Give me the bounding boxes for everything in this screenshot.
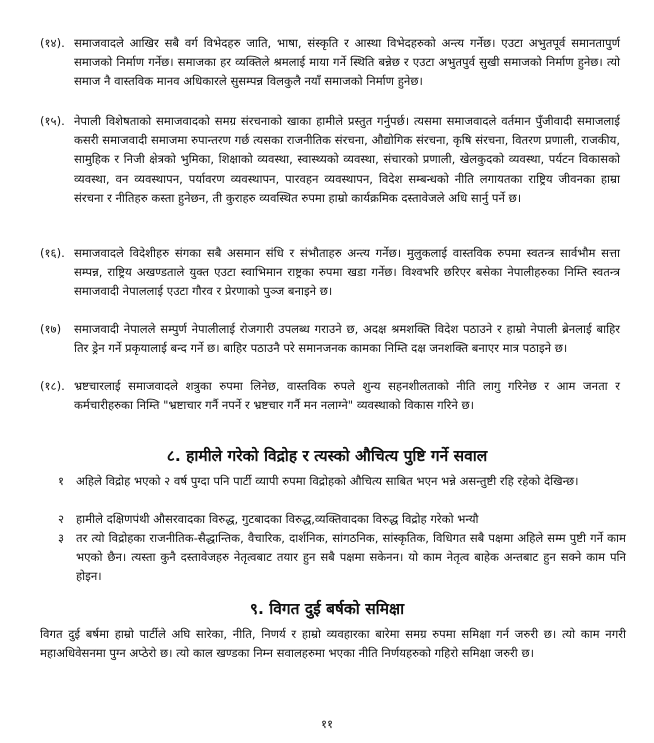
page-number: ११: [320, 717, 334, 731]
list-item-15: [40, 112, 620, 208]
point-number: ३: [58, 531, 65, 545]
item-text: नेपाली विशेषताको समाजवादको समग्र संरचनाको खाका हामीले प्रस्तुत गर्नुपर्छ। त्यसमा समाजवादले वर्तमान पुँजीवादी समाजलाई कसरी समाजवादी समाजमा रुपान्तरण गर्छ त्यसका राजनीतिक संरचना, औद्योगिक संरचना, कृषि संरचना, वितरण प्रणाली, राजकीय, सामुहिक र निजी क्षेत्रको भुमिका, शिक्षाको व्यवस्था, स्वास्थ्यको व्यवस्था, संचारको प्रणाली, खेलकुदको व्यवस्था, पर्यटन विकासको व्यवस्था, वन व्यवस्थापन, पर्यावरण व्यवस्थापन, पारवहन व्यवस्थापन, विदेश सम्बन्धको नीति लगायतका राष्ट्रिय जीवनका हाम्रा संरचना र नीतिहरु कस्ता हुनेछन, ती कुराहरु व्यवस्थित रुपमा हाम्रो कार्यक्रमिक दस्तावेजले अधि सार्नु पर्ने छ।: [74, 114, 620, 205]
item-number: (१६).: [40, 246, 65, 260]
list-item-17: [40, 320, 620, 358]
point-number: २: [58, 512, 65, 526]
item-number: (१८).: [40, 379, 65, 393]
point-number: १: [58, 474, 65, 488]
item-text: समाजवादले आखिर सबै वर्ग विभेदहरु जाति, भाषा, संस्कृति र आस्था विभेदहरुको अन्त्य गर्नेछ। एउटा अभुतपूर्व समानतापुर्ण समाजको निर्माण गर्नेछ। समाजका हर व्यक्तिले श्रमलाई माया गर्ने स्थिति बन्नेछ र एउटा अभुतपुर्व सुखी समाजको निर्माण हुनेछ। त्यो समाज नै वास्तविक मानव अधिकारले सुसम्पन्न विलकुलै नयाँ समाजको निर्माण हुनेछ।: [74, 36, 620, 89]
section-8-heading: ८. हामीले गरेको विद्रोह र त्यस्को औचित्य पुष्टि गर्ने सवाल: [166, 447, 488, 465]
item-text: भ्रष्टचारलाई समाजवादले शत्रुका रुपमा लिनेछ, वास्तविक रुपले शुन्य सहनशीलताको नीति लागु गरिनेछ र आम जनता र कर्मचारीहरुका निम्ति "भ्रष्टाचार गर्नै नपर्ने र भ्रष्टचार गर्नै मन नलाग्ने" व्यवस्थाको विकास गरिने छ।: [74, 379, 620, 413]
section-8-point-3: [58, 529, 626, 587]
list-item-16: [40, 244, 620, 302]
section-8-point-2: [58, 510, 626, 529]
section-9-paragraph: विगत दुई बर्षमा हाम्रो पार्टीले अघि सारेका, नीति, निणर्य र हाम्रो व्यवहारका बारेमा समग्र रुपमा समिक्षा गर्न जरुरी छ। त्यो काम नगरी महाअधिवेसनमा पुग्न अप्ठेरो छ। त्यो काल खण्डका निम्न सवालहरुमा भएका नीति निर्णयहरुको गहिरो समिक्षा जरुरी छ।: [40, 627, 626, 661]
item-number: (१४).: [40, 36, 65, 50]
item-number: (१७): [40, 322, 62, 336]
point-text: तर त्यो विद्रोहका राजनीतिक-सैद्धान्तिक, वैचारिक, दार्शनिक, सांगठनिक, सांस्कृतिक, विधिगत सबै पक्षमा अहिले सम्म पुष्टी गर्ने काम भएको छैन। त्यस्ता कुनै दस्तावेजहरु नेतृत्वबाट तयार हुन सबै पक्षमा सकेनन। यो काम नेतृत्व बाहेक अन्तबाट हुन सक्ने काम पनि होइन।: [76, 531, 626, 584]
point-text: हामीले दक्षिणपंथी औसरवादका विरुद्ध, गुटबादका विरुद्ध,व्यक्तिवादका विरुद्ध विद्रोह गरेको भन्यौ: [76, 512, 479, 526]
list-item-14: [40, 34, 620, 92]
item-text: समाजवादले विदेशीहरु संगका सबै असमान संधि र संभौताहरु अन्त्य गर्नेछ। मुलुकलाई वास्तविक रुपमा स्वतन्त्र सार्वभौम सत्ता सम्पन्न, राष्ट्रिय अखण्डताले युक्त एउटा स्वाभिमान राष्ट्रका रुपमा खडा गर्नेछ। विश्वभरि छरिएर बसेका नेपालीहरुका निम्ति स्वतन्त्र समाजवादी नेपाललाई एउटा गौरव र प्रेरणाको पुञ्ज बनाइने छ।: [74, 246, 620, 299]
point-text: अहिले विद्रोह भएको २ वर्ष पुग्दा पनि पार्टी व्यापी रुपमा विद्रोहको औचित्य साबित भएन भन्ने असन्तुष्टी रहि रहेको देखिन्छ।: [76, 474, 579, 488]
item-text: समाजवादी नेपालले सम्पुर्ण नेपालीलाई रोजगारी उपलब्ध गराउने छ, अदक्ष श्रमशक्ति विदेश पठाउने र हाम्रो नेपाली ब्रेनलाई बाहिर तिर ड्रेन गर्ने प्रकृयालाई बन्द गर्ने छ। बाहिर पठाउनै परे समानजनक कामका निम्ति दक्ष जनशक्ति बनाएर मात्र पठाइने छ।: [74, 322, 620, 356]
section-9-heading: ९. विगत दुई बर्षको समिक्षा: [249, 600, 405, 618]
section-8-point-1: [58, 472, 626, 491]
list-item-18: [40, 377, 620, 415]
item-number: (१५).: [40, 114, 65, 128]
